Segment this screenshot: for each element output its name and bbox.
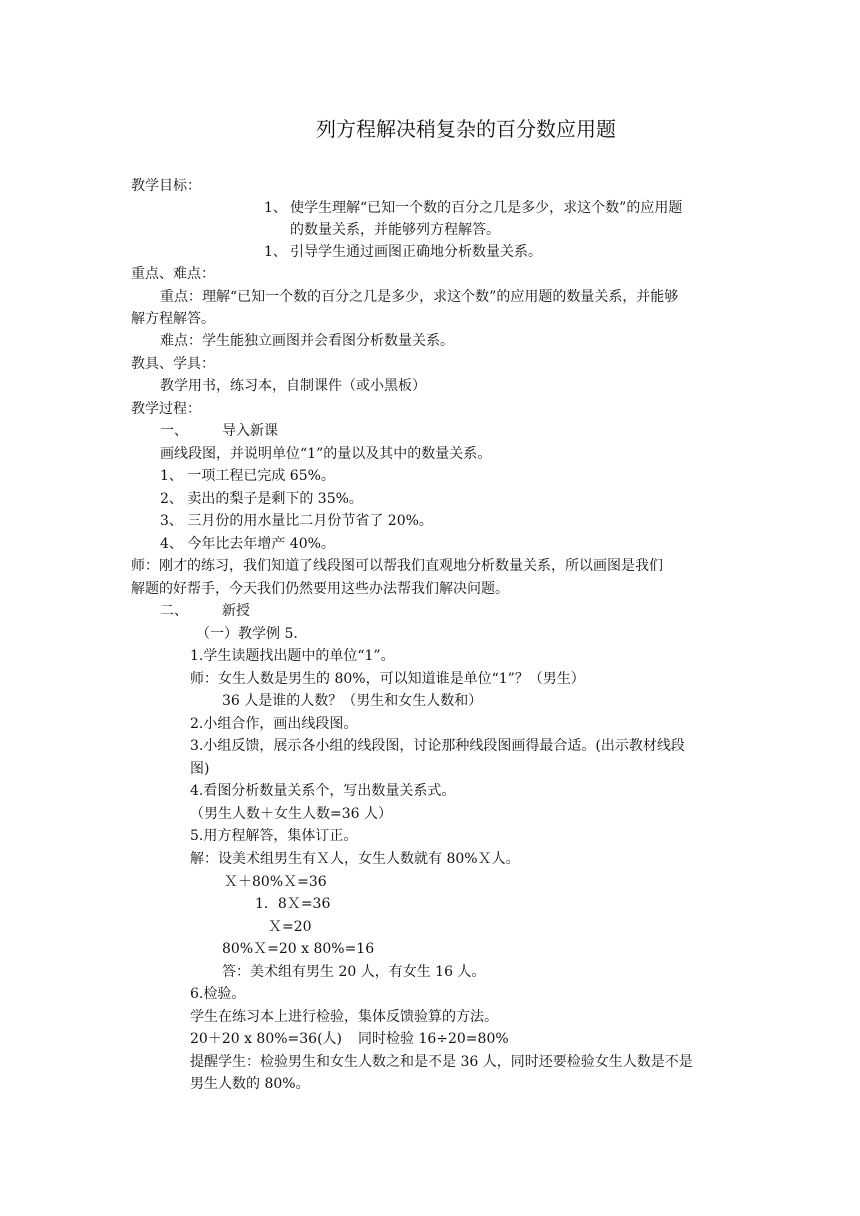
step-1: 1.学生读题找出题中的单位“1”。 xyxy=(190,648,395,664)
tools-heading: 教具、学具： xyxy=(131,356,215,372)
teacher-remark-line-1: 师：刚才的练习，我们知道了线段图可以帮我们直观地分析数量关系，所以画图是我们 xyxy=(131,558,663,574)
exercise-2: 2、 卖出的梨子是剩下的 35%。 xyxy=(160,491,363,507)
difficulty-text: 难点：学生能独立画图并会看图分析数量关系。 xyxy=(160,333,454,349)
section-1-number: 一、 xyxy=(160,423,188,439)
objective-2-number: 1、 xyxy=(264,244,287,260)
step-1-question-1: 师：女生人数是男生的 80%，可以知道谁是单位“1”？（男生） xyxy=(190,671,585,687)
reminder-line-2: 男生人数的 80%。 xyxy=(190,1076,310,1092)
step-4-formula: （男生人数＋女生人数=36 人） xyxy=(190,806,392,822)
reminder-line-1: 提醒学生：检验男生和女生人数之和是不是 36 人，同时还要检验女生人数是不是 xyxy=(190,1054,693,1070)
check-formula-1: 20＋20 x 80%=36(人) xyxy=(190,1031,343,1047)
subsection-example-5: （一）教学例 5. xyxy=(196,626,298,642)
objective-1-line-2: 的数量关系，并能够列方程解答。 xyxy=(290,222,500,238)
section-2-title: 新授 xyxy=(222,603,250,619)
step-3-line-1: 3.小组反馈，展示各小组的线段图，讨论那种线段图画得最合适。(出示教材线段 xyxy=(190,738,685,754)
solution-line-4: Ｘ=20 xyxy=(268,919,312,935)
exercise-3: 3、 三月份的用水量比二月份节省了 20%。 xyxy=(160,513,433,529)
section-2-number: 二、 xyxy=(160,603,188,619)
keypoint-line-2: 解方程解答。 xyxy=(131,311,215,327)
solution-line-1: 解：设美术组男生有Ｘ人，女生人数就有 80%Ｘ人。 xyxy=(190,851,520,867)
page-title: 列方程解决稍复杂的百分数应用题 xyxy=(316,117,616,141)
objective-1-line-1: 使学生理解“已知一个数的百分之几是多少，求这个数”的应用题 xyxy=(290,200,683,216)
solution-answer: 答：美术组有男生 20 人，有女生 16 人。 xyxy=(222,964,486,980)
objective-2-text: 引导学生通过画图正确地分析数量关系。 xyxy=(290,244,542,260)
step-6-text: 学生在练习本上进行检验，集体反馈验算的方法。 xyxy=(190,1009,498,1025)
step-5: 5.用方程解答，集体订正。 xyxy=(190,828,358,844)
teacher-remark-line-2: 解题的好帮手，今天我们仍然要用这些办法帮我们解决问题。 xyxy=(131,581,509,597)
step-1-question-2: 36 人是谁的人数？（男生和女生人数和） xyxy=(222,693,483,709)
process-heading: 教学过程： xyxy=(131,401,201,417)
step-6: 6.检验。 xyxy=(190,986,246,1002)
keypoint-line-1: 重点：理解“已知一个数的百分之几是多少，求这个数”的应用题的数量关系，并能够 xyxy=(160,289,679,305)
step-3-line-2: 图) xyxy=(190,761,210,777)
tools-text: 教学用书，练习本，自制课件（或小黑板） xyxy=(160,378,426,394)
check-formula-2: 同时检验 16÷20=80% xyxy=(358,1031,509,1047)
solution-line-5: 80%Ｘ=20 x 80%=16 xyxy=(222,941,375,957)
section-1-intro: 画线段图，并说明单位“1”的量以及其中的数量关系。 xyxy=(160,446,492,462)
exercise-1: 1、 一项工程已完成 65%。 xyxy=(160,468,335,484)
objective-1-number: 1、 xyxy=(264,200,287,216)
solution-line-3: 1．8Ｘ=36 xyxy=(255,896,331,912)
section-1-title: 导入新课 xyxy=(222,423,278,439)
objectives-heading: 教学目标： xyxy=(131,178,201,194)
solution-line-2: Ｘ＋80%Ｘ=36 xyxy=(224,874,327,890)
keypoints-heading: 重点、难点： xyxy=(131,266,215,282)
step-4: 4.看图分析数量关系个，写出数量关系式。 xyxy=(190,783,456,799)
exercise-4: 4、 今年比去年增产 40%。 xyxy=(160,536,335,552)
step-2: 2.小组合作，画出线段图。 xyxy=(190,716,358,732)
